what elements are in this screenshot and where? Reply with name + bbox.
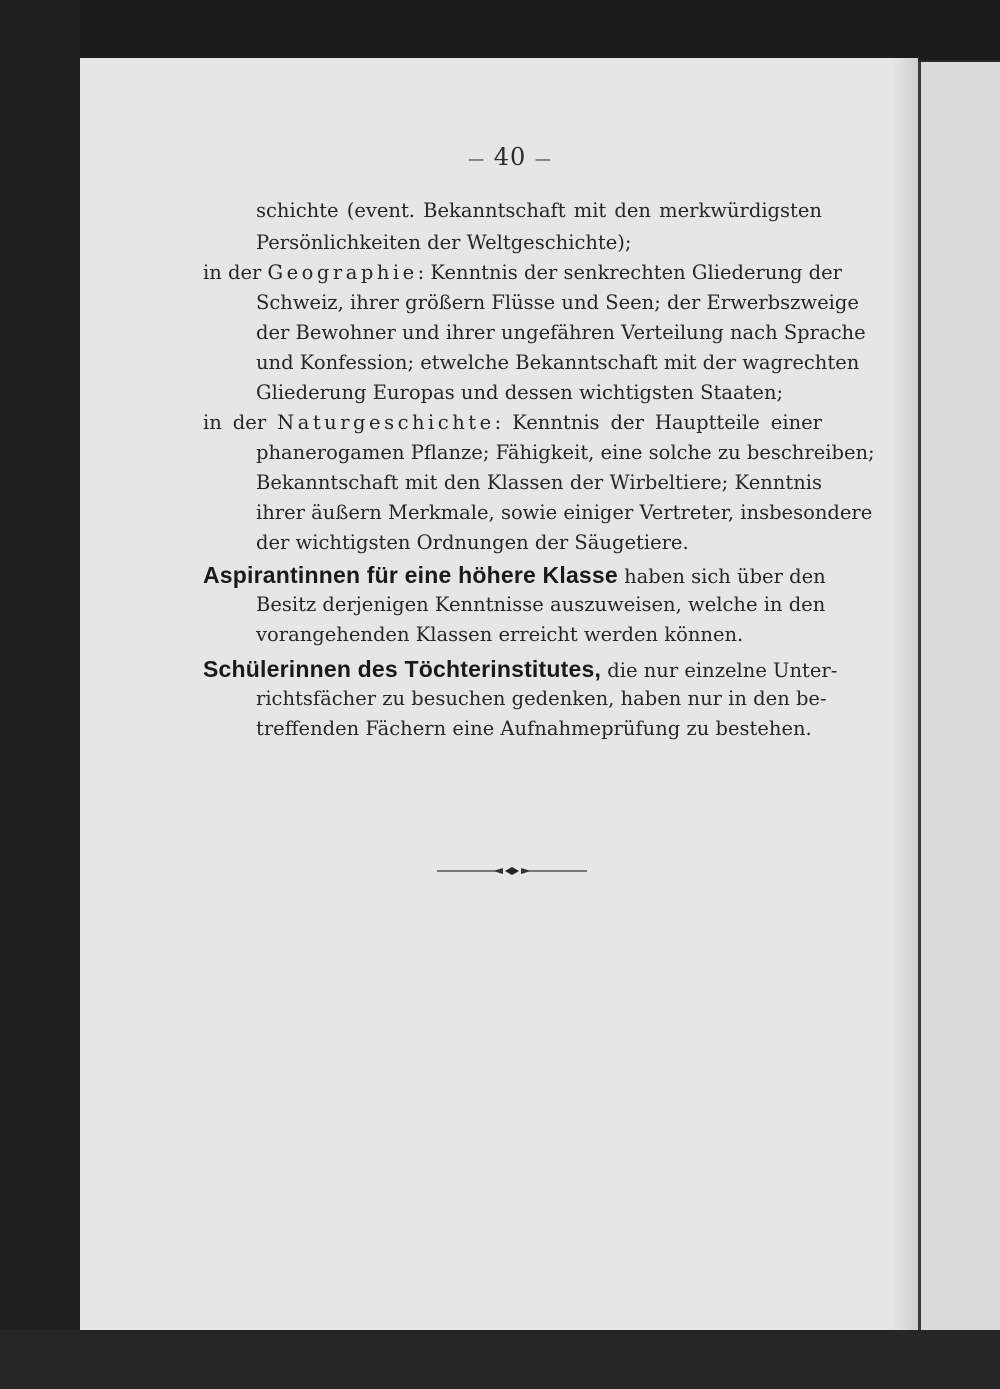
end-ornament <box>437 865 587 877</box>
text-line: Gliederung Europas und dessen wichtigsten Staaten; <box>256 381 784 404</box>
scan-border-left <box>0 0 80 1389</box>
text-line: Bekanntschaft mit den Klassen der Wirbeltiere; Kenntnis <box>256 471 822 494</box>
page-header <box>430 143 590 171</box>
header-dash-left: — <box>468 149 486 168</box>
text-line-pupils <box>203 656 838 682</box>
text-line: treffenden Fächern eine Aufnahmeprüfung zu bestehen. <box>256 717 812 740</box>
text-line: Besitz derjenigen Kenntnisse auszuweisen, welche in den <box>256 593 826 616</box>
text-line: schichte (event. Bekanntschaft mit den merkwürdigsten <box>256 199 822 222</box>
text-line: und Konfession; etwelche Bekanntschaft mit der wagrechten <box>256 351 860 374</box>
text-line-aspirants <box>203 562 826 588</box>
line-rest: : Kenntnis der Hauptteile einer <box>494 411 822 434</box>
text-line: Schweiz, ihrer größern Flüsse und Seen; der Erwerbszweige <box>256 291 859 314</box>
line-rest: : Kenntnis der senkrechten Gliederung der <box>417 261 842 284</box>
page-number: 40 <box>493 143 527 171</box>
line-rest: haben sich über den <box>617 565 826 588</box>
scan-border-top <box>0 0 1000 60</box>
subject-term-geography: Geographie <box>267 261 418 284</box>
scan-border-bottom <box>0 1330 1000 1389</box>
adjacent-page-edge <box>918 62 1000 1330</box>
text-line: der Bewohner und ihrer ungefähren Verteilung nach Sprache <box>256 321 866 344</box>
text-line: richtsfächer zu besuchen gedenken, haben nur in den be- <box>256 687 827 710</box>
text-line-geography <box>203 261 842 285</box>
heading-aspirants: Aspirantinnen für eine höhere Klasse <box>203 562 618 588</box>
page-spine-shadow <box>892 58 918 1330</box>
text-line-natural-history <box>203 411 822 435</box>
line-rest: die nur einzelne Unter- <box>601 659 838 682</box>
subject-term-natural-history: Naturgeschichte <box>277 411 495 434</box>
text-line: der wichtigsten Ordnungen der Säugetiere. <box>256 531 689 554</box>
text-line: ihrer äußern Merkmale, sowie einiger Vertreter, insbesondere <box>256 501 873 524</box>
header-dash-right: — <box>534 149 552 168</box>
text-line: phanerogamen Pflanze; Fähigkeit, eine solche zu beschreiben; <box>256 441 875 464</box>
heading-pupils: Schülerinnen des Töchterinstitutes, <box>203 656 602 682</box>
line-prefix: in der <box>203 261 268 284</box>
text-line: vorangehenden Klassen erreicht werden können. <box>256 623 744 646</box>
text-line: Persönlichkeiten der Weltgeschichte); <box>256 231 632 254</box>
line-prefix: in der <box>203 411 278 434</box>
